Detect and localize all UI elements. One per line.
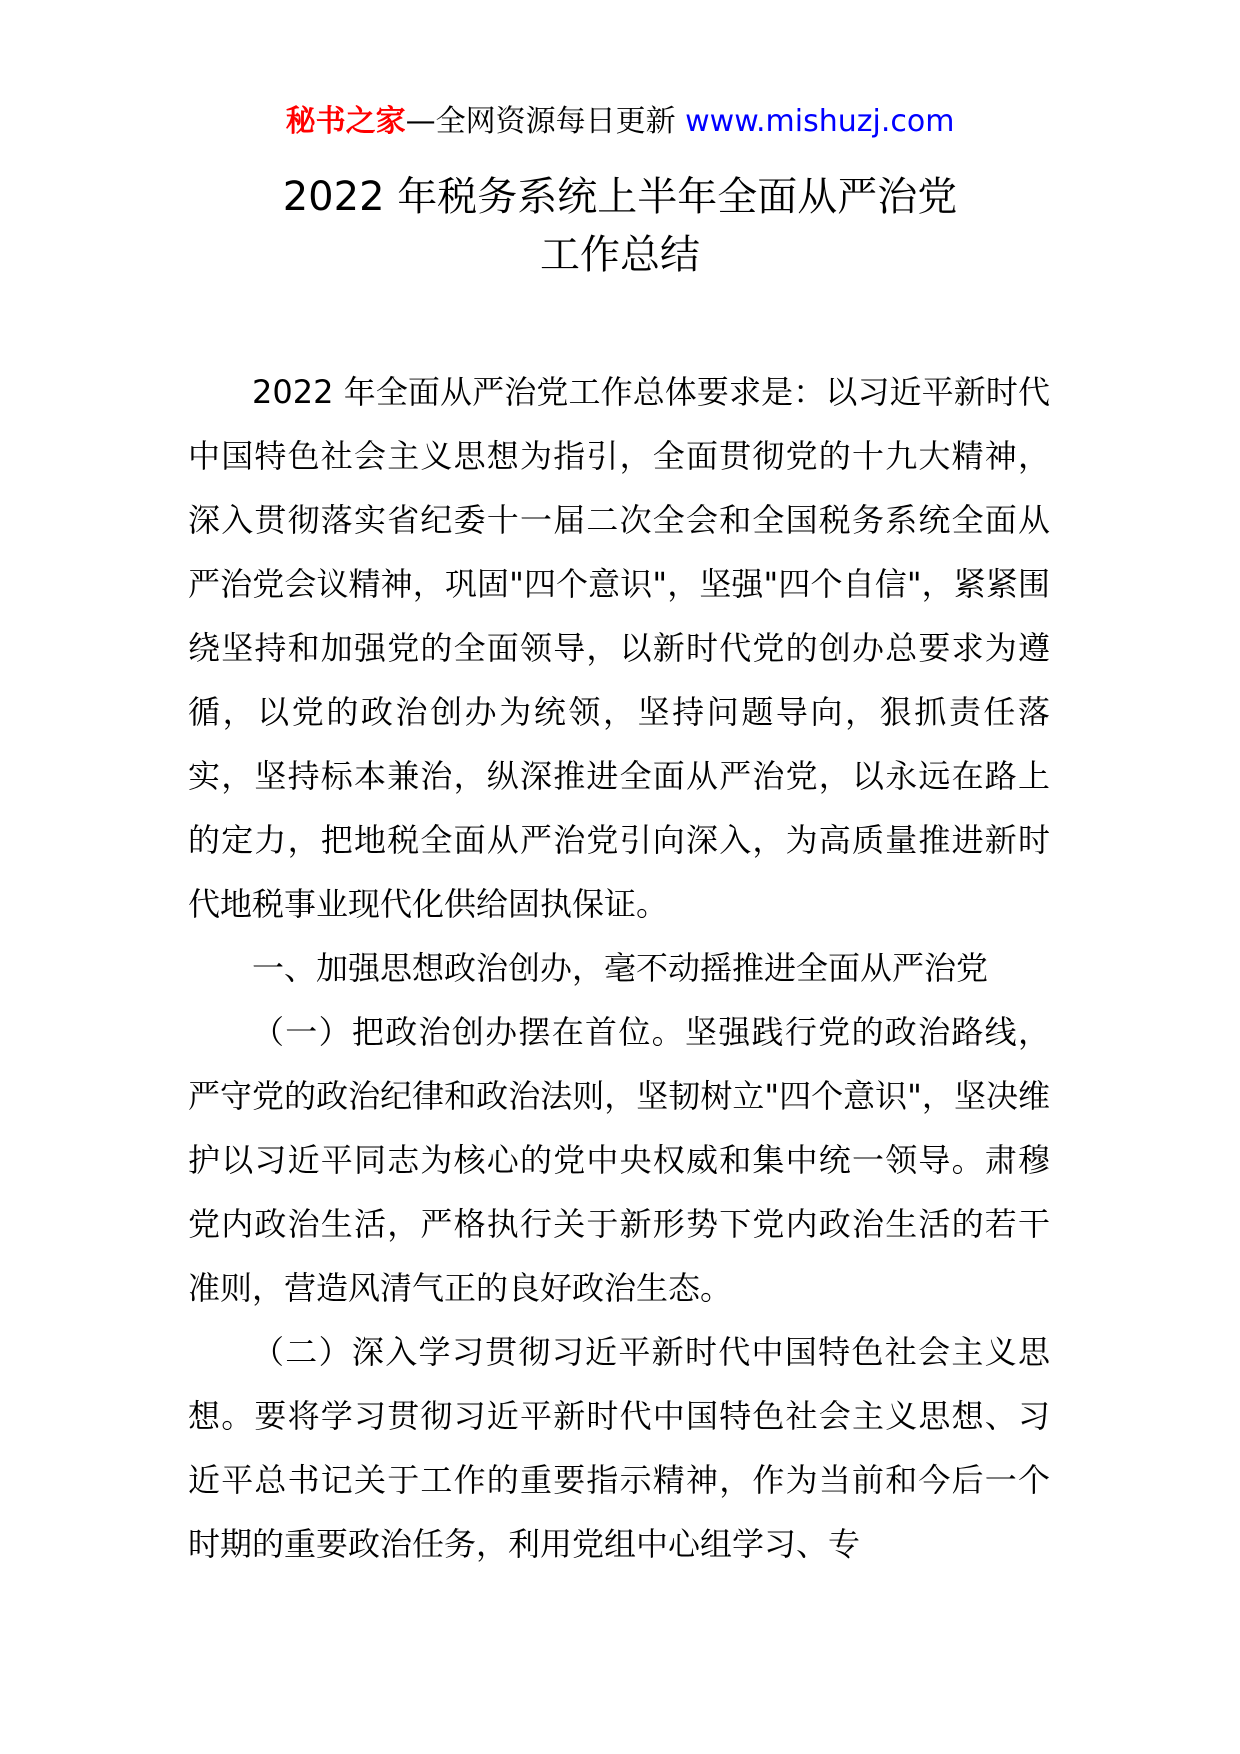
subsection-paragraph-2: （二）深入学习贯彻习近平新时代中国特色社会主义思想。要将学习贯彻习近平新时代中国特色社会主义思想、习近平总书记关于工作的重要指示精神，作为当前和今后一个时期的重要政治任务，利用党组中心组学习、专 [188,1333,1050,1563]
brand-name: 秘书之家 [285,104,406,139]
document-body [188,360,1050,1576]
subsection-paragraph-1: （一）把政治创办摆在首位。坚强践行党的政治路线，严守党的政治纪律和政治法则，坚韧树立"四个意识"，坚决维护以习近平同志为核心的党中央权威和集中统一领导。肃穆党内政治生活，严格执行关于新形势下党内政治生活的若干准则，营造风清气正的良好政治生态。 [188,1013,1050,1307]
header-tagline: —全网资源每日更新 [405,104,686,139]
section-heading-1: 一、加强思想政治创办，毫不动摇推进全面从严治党 [252,949,989,987]
document-title [0,168,1240,284]
watermark-header [0,100,1240,144]
intro-paragraph: 2022 年全面从严治党工作总体要求是：以习近平新时代中国特色社会主义思想为指引，全面贯彻党的十九大精神，深入贯彻落实省纪委十一届二次全会和全国税务系统全面从严治党会议精神，巩固"四个意识"，坚强"四个自信"，紧紧围绕坚持和加强党的全面领导，以新时代党的创办总要求为遵循，以党的政治创办为统领，坚持问题导向，狠抓责任落实，坚持标本兼治，纵深推进全面从严治党，以永远在路上的定力，把地税全面从严治党引向深入，为高质量推进新时代地税事业现代化供给固执保证。 [188,373,1050,923]
title-line-2: 工作总结 [540,232,700,278]
title-line-1: 2022 年税务系统上半年全面从严治党 [282,174,958,220]
site-url: www.mishuzj.com [685,104,955,139]
